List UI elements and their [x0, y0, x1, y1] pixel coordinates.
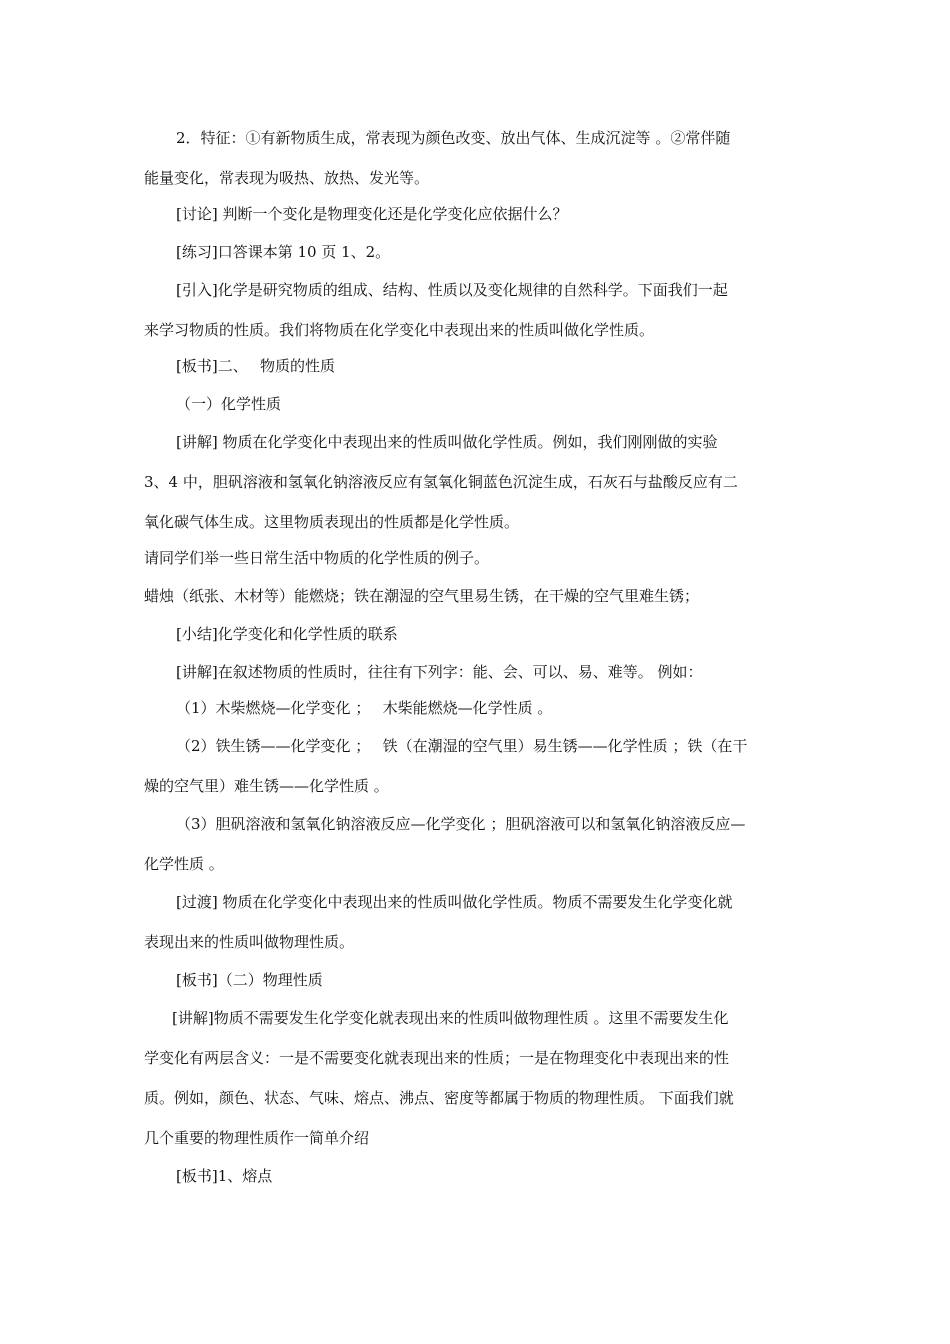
paragraph-line: 请同学们举一些日常生活中物质的化学性质的例子。: [144, 549, 490, 567]
paragraph-line: 能量变化，常表现为吸热、放热、发光等。: [144, 169, 430, 187]
paragraph-line: 3、4 中，胆矾溶液和氢氧化钠溶液反应有氢氧化铜蓝色沉淀生成，石灰石与盐酸反应有二: [144, 473, 738, 491]
paragraph-line: 表现出来的性质叫做物理性质。: [144, 933, 355, 951]
paragraph-line: 学变化有两层含义：一是不需要变化就表现出来的性质；一是在物理变化中表现出来的性: [144, 1049, 730, 1067]
paragraph-line: [讲解]在叙述物质的性质时，往往有下列字：能、会、可以、易、难等。 例如：: [176, 663, 703, 681]
paragraph-line: [板书]1、熔点: [176, 1167, 273, 1185]
paragraph-line: [讲解] 物质在化学变化中表现出来的性质叫做化学性质。例如，我们刚刚做的实验: [176, 433, 718, 451]
paragraph-line: [小结]化学变化和化学性质的联系: [176, 625, 398, 643]
paragraph-line: [板书]二、 物质的性质: [176, 357, 335, 375]
paragraph-line: [练习]口答课本第 10 页 1、2。: [176, 243, 391, 261]
paragraph-line: [引入]化学是研究物质的组成、结构、性质以及变化规律的自然科学。下面我们一起: [176, 281, 728, 299]
paragraph-line: [讲解]物质不需要发生化学变化就表现出来的性质叫做物理性质 。这里不需要发生化: [172, 1009, 729, 1027]
paragraph-line: 燥的空气里）难生锈——化学性质 。: [144, 777, 389, 795]
paragraph-line: [过渡] 物质在化学变化中表现出来的性质叫做化学性质。物质不需要发生化学变化就: [176, 893, 733, 911]
paragraph-line: （一）化学性质: [176, 395, 282, 413]
paragraph-line: （1）木柴燃烧—化学变化 ； 木柴能燃烧—化学性质 。: [176, 699, 553, 717]
paragraph-line: 化学性质 。: [144, 855, 224, 873]
paragraph-line: 来学习物质的性质。我们将物质在化学变化中表现出来的性质叫做化学性质。: [144, 321, 655, 339]
paragraph-line: 2．特征：①有新物质生成，常表现为颜色改变、放出气体、生成沉淀等 。②常伴随: [176, 129, 731, 147]
paragraph-line: [板书]（二）物理性质: [176, 971, 323, 989]
paragraph-line: 质。例如，颜色、状态、气味、熔点、沸点、密度等都属于物质的物理性质。 下面我们就: [144, 1089, 734, 1107]
paragraph-line: （2）铁生锈——化学变化 ； 铁（在潮湿的空气里）易生锈——化学性质 ；铁（在干: [176, 737, 748, 755]
paragraph-line: 氧化碳气体生成。这里物质表现出的性质都是化学性质。: [144, 513, 520, 531]
paragraph-line: （3）胆矾溶液和氢氧化钠溶液反应—化学变化 ；胆矾溶液可以和氢氧化钠溶液反应—: [176, 815, 746, 833]
paragraph-line: [讨论] 判断一个变化是物理变化还是化学变化应依据什么？: [176, 205, 568, 223]
paragraph-line: 几个重要的物理性质作一简单介绍: [144, 1129, 370, 1147]
paragraph-line: 蜡烛（纸张、木材等）能燃烧；铁在潮湿的空气里易生锈，在干燥的空气里难生锈；: [144, 587, 700, 605]
